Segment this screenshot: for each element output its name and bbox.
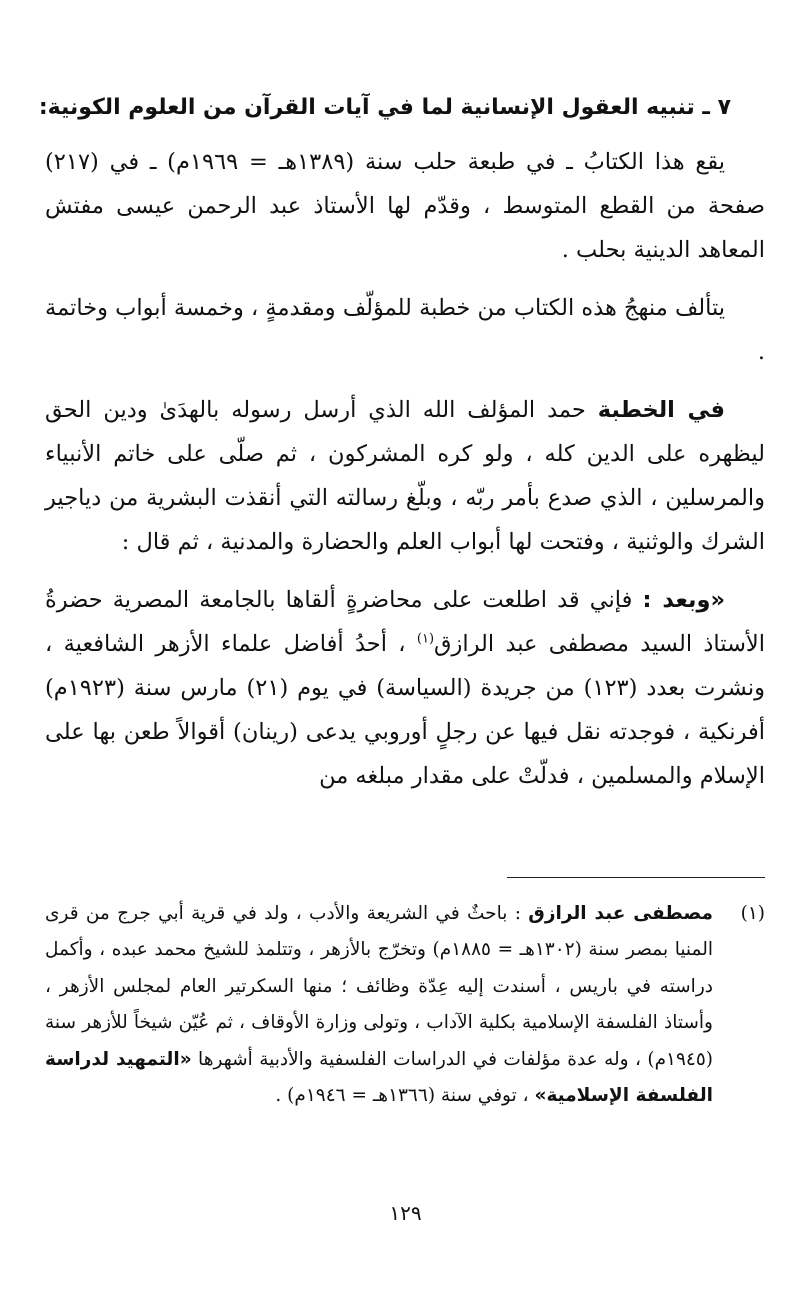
paragraph-quote xyxy=(45,578,765,798)
paragraph-sermon xyxy=(45,388,765,564)
quote-lead: «وبعد : xyxy=(642,587,725,613)
footnote-name: مصطفى عبد الرازق xyxy=(528,903,714,924)
page-number: ١٢٩ xyxy=(389,1201,422,1225)
sermon-lead: في الخطبة xyxy=(597,397,725,423)
footnote xyxy=(45,896,765,1114)
quote-text-part2: ، أحدُ أفاضل علماء الأزهر الشافعية ، ونشرت بعدد (١٢٣) من جريدة (السياسة) في يوم (٢١) مارس سنة (١٩٢٣م) أفرنكية ، فوجدته نقل فيها عن رجلٍ أوروبي يدعى (رينان) أقوالاً طعن بها على الإسلام والمسلمين ، فدلّتْ على مقدار مبلغه من xyxy=(45,631,765,789)
footnote-reference: (١) xyxy=(416,631,435,647)
footnote-text xyxy=(45,896,713,1114)
paragraph-edition: يقع هذا الكتابُ ـ في طبعة حلب سنة (١٣٨٩هـ = ١٩٦٩م) ـ في (٢١٧) صفحة من القطع المتوسط ، وقدّم لها الأستاذ عبد الرحمن عيسى مفتش المعاهد الدينية بحلب . xyxy=(45,149,765,263)
main-text xyxy=(45,140,765,812)
footnote-body-2: ، توفي سنة (١٣٦٦هـ = ١٩٤٦م) . xyxy=(275,1085,535,1107)
quote-text-part1: فإني قد اطلعت على محاضرةٍ ألقاها بالجامعة المصرية حضرةُ الأستاذ السيد مصطفى عبد الرازق xyxy=(45,587,766,657)
footnote-book-title: «التمهيد لدراسة الفلسفة الإسلامية» xyxy=(45,1048,713,1107)
section-heading: ٧ ـ تنبيه العقول الإنسانية لما في آيات القرآن من العلوم الكونية: xyxy=(38,95,731,120)
paragraph-structure: يتألف منهجُ هذه الكتاب من خطبة للمؤلّف ومقدمةٍ ، وخمسة أبواب وخاتمة . xyxy=(45,295,765,365)
footnote-separator xyxy=(507,877,765,878)
footnote-body-1: : باحثٌ في الشريعة والأدب ، ولد في قرية أبي جرج من قرى المنيا بمصر سنة (١٣٠٢هـ = ١٨٨٥م) وتخرّج بالأزهر ، وتتلمذ للشيخ محمد عبده ، وأكمل دراسته في باريس ، أسندت إليه عِدّة وظائف ؛ منها السكرتير العام لمجلس الأزهر ، وأستاذ الفلسفة الإسلامية بكلية الآداب ، وتولى وزارة الأوقاف ، ثم عُيّن شيخاً للأزهر سنة (١٩٤٥م) ، وله عدة مؤلفات في الدراسات الفلسفية والأدبية أشهرها xyxy=(45,903,713,1070)
footnote-marker: (١) xyxy=(740,903,765,924)
sermon-text: حمد المؤلف الله الذي أرسل رسوله بالهدَىٰ ودين الحق ليظهره على الدين كله ، ولو كره المشركون ، ثم صلّى على خاتم الأنبياء والمرسلين ، الذي صدع بأمر ربّه ، وبلّغ رسالته التي أنقذت البشرية من دياجير الشرك والوثنية ، وفتحت لها أبواب العلم والحضارة والمدنية ، ثم قال : xyxy=(45,397,765,555)
